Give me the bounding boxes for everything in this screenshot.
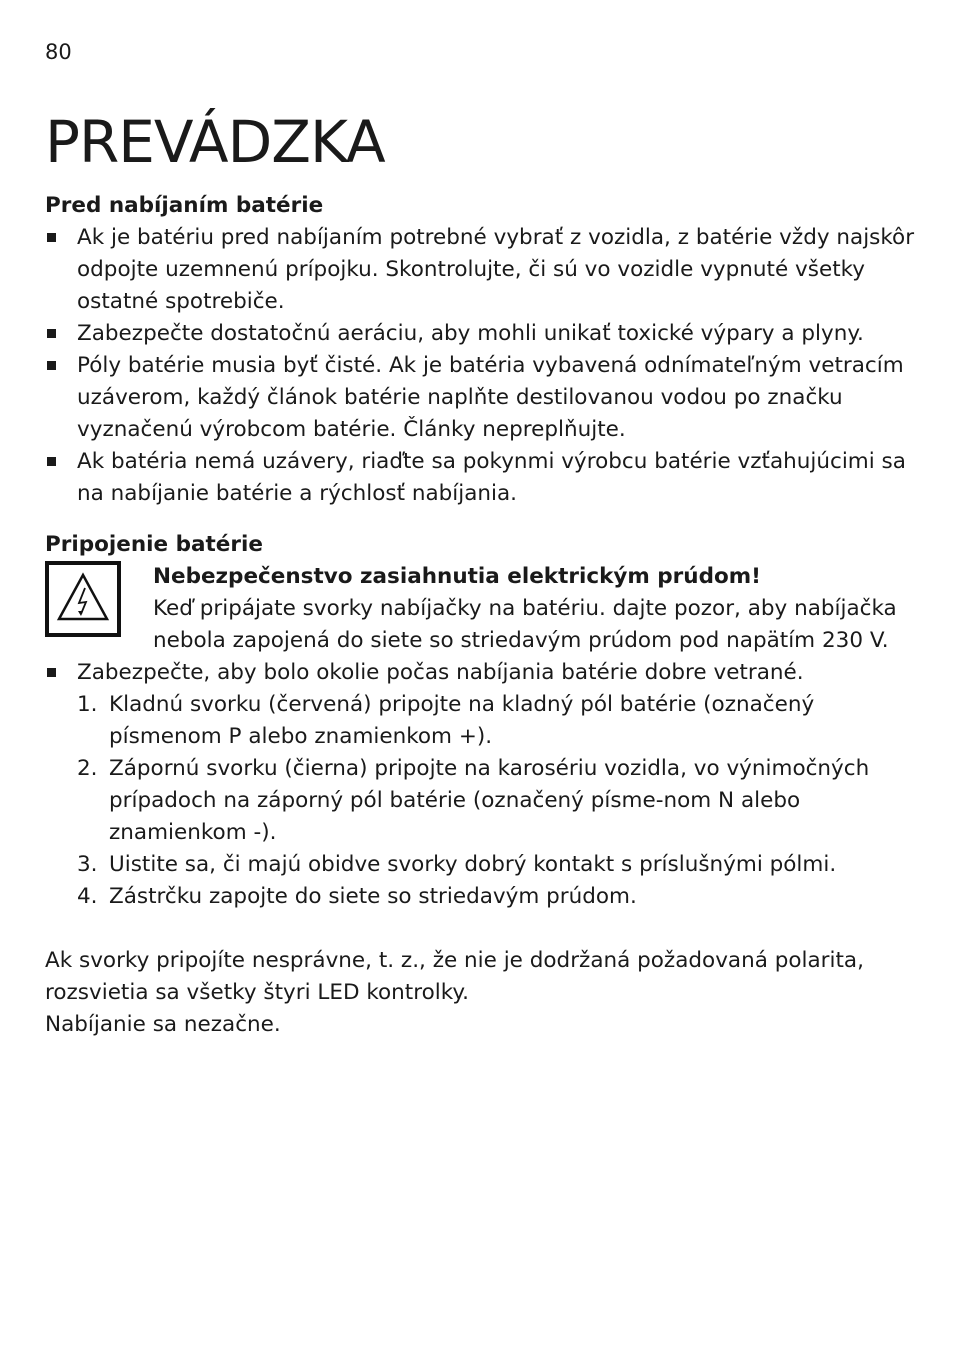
closing-paragraph: Ak svorky pripojíte nesprávne, t. z., že nie je dodržaná požadovaná polarita, rozsvietia sa všetky štyri LED kontrolky. <box>45 948 864 1005</box>
closing-note: Nabíjanie sa nezačne. <box>45 1012 281 1037</box>
step-number: 2. <box>77 756 98 781</box>
list-item: Póly batérie musia byť čisté. Ak je batéria vybavená odnímateľným vetracím uzáverom, každý článok batérie naplňte destilovanou vodou po značku vyznačenú výrobcom batérie. Články nepreplňujte. <box>45 350 915 446</box>
electric-hazard-warning-icon <box>45 561 121 637</box>
step-number: 3. <box>77 852 98 877</box>
step-text: Zápornú svorku (čierna) pripojte na karosériu vozidla, vo výnimočných prípadoch na záporný pól batérie (označený písme-nom N alebo znamienkom -). <box>109 756 870 845</box>
section-heading-before-charging: Pred nabíjaním batérie <box>45 193 324 218</box>
main-content <box>45 190 915 1041</box>
step-item <box>45 689 915 753</box>
step-text: Uistite sa, či majú obidve svorky dobrý kontakt s príslušnými pólmi. <box>109 852 837 877</box>
page-number: 80 <box>45 40 72 64</box>
warning-title: Nebezpečenstvo zasiahnutia elektrickým prúdom! <box>153 564 761 589</box>
step-text: Kladnú svorku (červená) pripojte na kladný pól batérie (označený písmenom P alebo znamienkom +). <box>109 692 815 749</box>
page-title: PREVÁDZKA <box>45 108 385 176</box>
warning-text: Keď pripájate svorky nabíjačky na batériu. dajte pozor, aby nabíjačka nebola zapojená do siete so striedavým prúdom pod napätím 230 V. <box>153 596 897 653</box>
step-number: 1. <box>77 692 98 717</box>
step-item <box>45 881 915 913</box>
section-heading-battery-connection: Pripojenie batérie <box>45 532 263 557</box>
step-text: Zástrčku zapojte do siete so striedavým prúdom. <box>109 884 637 909</box>
step-item <box>45 849 915 881</box>
connection-list <box>45 657 915 689</box>
step-number: 4. <box>77 884 98 909</box>
connection-steps <box>45 689 915 913</box>
list-item: Zabezpečte, aby bolo okolie počas nabíjania batérie dobre vetrané. <box>45 657 915 689</box>
list-item: Ak batéria nemá uzávery, riaďte sa pokynmi výrobcu batérie vzťahujúcimi sa na nabíjanie batérie a rýchlosť nabíjania. <box>45 446 915 510</box>
electric-shock-warning <box>45 561 915 657</box>
list-item: Zabezpečte dostatočnú aeráciu, aby mohli unikať toxické výpary a plyny. <box>45 318 915 350</box>
before-charging-list <box>45 222 915 510</box>
step-item <box>45 753 915 849</box>
list-item: Ak je batériu pred nabíjaním potrebné vybrať z vozidla, z batérie vždy najskôr odpojte uzemnenú prípojku. Skontrolujte, či sú vo vozidle vypnuté všetky ostatné spotrebiče. <box>45 222 915 318</box>
